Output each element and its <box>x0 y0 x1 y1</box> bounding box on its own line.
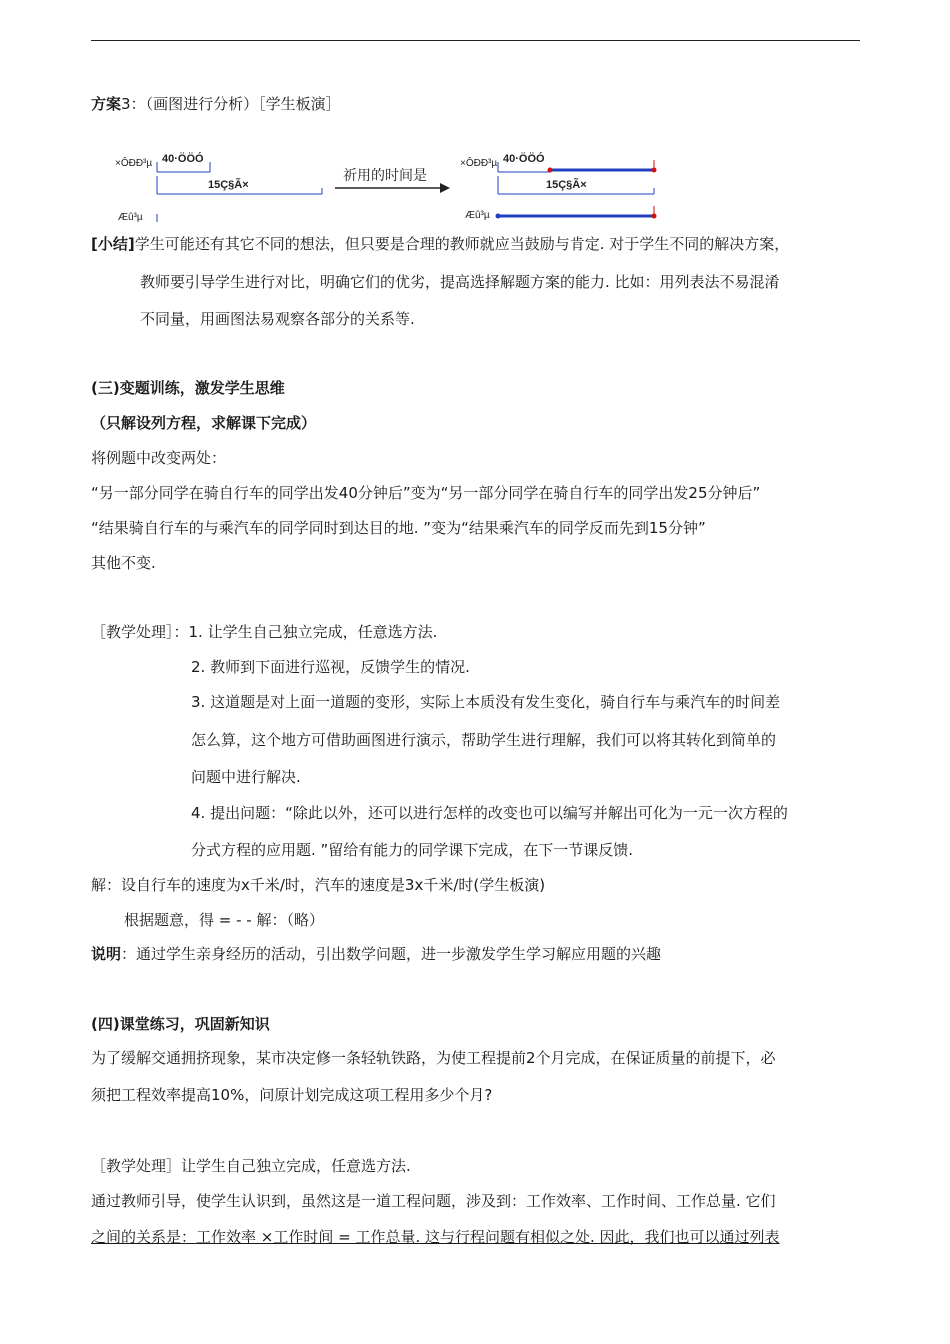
right-40min-label: 40·ÖÖÓ <box>503 153 545 165</box>
section3-title: (三)变题训练，激发学生思维 <box>91 379 285 397</box>
arrow-caption: 祈用的时间是 <box>343 167 427 183</box>
plan3-diagram <box>110 148 670 228</box>
section4-p3: ［教学处理］让学生自己独立完成，任意选方法. <box>91 1157 411 1175</box>
teaching-step-3a: 3. 这道题是对上面一道题的变形，实际上本质没有发生变化，骑自行车与乘汽车的时间差 <box>191 693 781 711</box>
left-car-label: Æû³µ <box>118 212 143 223</box>
teaching-step-4b: 分式方程的应用题. ”留给有能力的同学课下完成，在下一节课反馈. <box>191 841 634 859</box>
teaching-step-3b: 怎么算，这个地方可借助画图进行演示，帮助学生进行理解，我们可以将其转化到简单的 <box>191 731 777 749</box>
section3-subtitle: （只解设列方程，求解课下完成） <box>91 414 317 432</box>
note-label: 说明 <box>91 945 122 963</box>
section4-p1: 为了缓解交通拥挤现象，某市决定修一条轻轨铁路，为使工程提前2个月完成，在保证质量的前提下，必 <box>91 1049 776 1067</box>
teaching-step-3c: 问题中进行解决. <box>191 768 301 786</box>
solution-line-1: 解：设自行车的速度为x千米/时，汽车的速度是3x千米/时(学生板演) <box>91 876 546 894</box>
arrow-head-icon <box>440 183 450 193</box>
right-15km-label: 15Ç§Ã× <box>546 179 587 191</box>
plan3-num: 3 <box>121 95 131 113</box>
plan3-rest: ：（画图进行分析）［学生板演］ <box>130 95 341 113</box>
summary-line-3: 不同量，用画图法易观察各部分的关系等. <box>140 310 415 328</box>
summary-line-2: 教师要引导学生进行对比，明确它们的优劣，提高选择解题方案的能力. 比如：用列表法不易混淆 <box>140 273 780 291</box>
header-rule <box>91 40 860 41</box>
plan3-line <box>91 94 341 114</box>
note-text: ：通过学生亲身经历的活动，引出数学问题，进一步激发学生学习解应用题的兴趣 <box>121 945 662 963</box>
section3-p1: 将例题中改变两处： <box>91 449 227 467</box>
right-bike-dot-start <box>548 168 553 173</box>
summary-text-1: 学生可能还有其它不同的想法，但只要是合理的教师就应当鼓励与肯定. 对于学生不同的解决方案， <box>134 235 790 253</box>
section4-p4: 通过教师引导，使学生认识到，虽然这是一道工程问题，涉及到：工作效率、工作时间、工作总量. 它们 <box>91 1192 776 1210</box>
left-40min-label: 40·ÖÖÓ <box>162 153 204 165</box>
section4-p2: 须把工程效率提高10%，问原计划完成这项工程用多少个月? <box>91 1086 493 1104</box>
right-car-dot-start <box>496 214 501 219</box>
solution-line-2: 根据题意，得 = - - 解：（略） <box>124 911 324 929</box>
section4-title: (四)课堂练习，巩固新知识 <box>91 1015 270 1033</box>
note-line <box>91 944 661 964</box>
section3-p2: “另一部分同学在骑自行车的同学出发40分钟后”变为“另一部分同学在骑自行车的同学出发25分钟后” <box>91 484 761 502</box>
section4-p5: 之间的关系是：工作效率 ×工作时间 = 工作总量. 这与行程问题有相似之处. 因此，我们也可以通过列表 <box>91 1228 780 1246</box>
right-car-label: Æû³µ <box>465 210 490 221</box>
section3-p4: 其他不变. <box>91 554 156 572</box>
teaching-step-4a: 4. 提出问题：“除此以外，还可以进行怎样的改变也可以编写并解出可化为一元一次方程的 <box>191 804 788 822</box>
right-bike-label: ×ÔÐÐ³µ <box>460 158 498 169</box>
plan3-label: 方案 <box>91 95 122 113</box>
teaching-step-2: 2. 教师到下面进行巡视，反馈学生的情况. <box>191 658 470 676</box>
left-15km-label: 15Ç§Ã× <box>208 179 249 191</box>
summary-line-1 <box>91 234 789 254</box>
summary-prefix: [小结] <box>91 235 135 253</box>
section3-p3: “结果骑自行车的与乘汽车的同学同时到达目的地. ”变为“结果乘汽车的同学反而先到15分钟” <box>91 519 706 537</box>
left-bike-label: ×ÔÐÐ³µ <box>115 158 153 169</box>
teaching-step-1: ［教学处理］：1. 让学生自己独立完成，任意选方法. <box>91 623 438 641</box>
